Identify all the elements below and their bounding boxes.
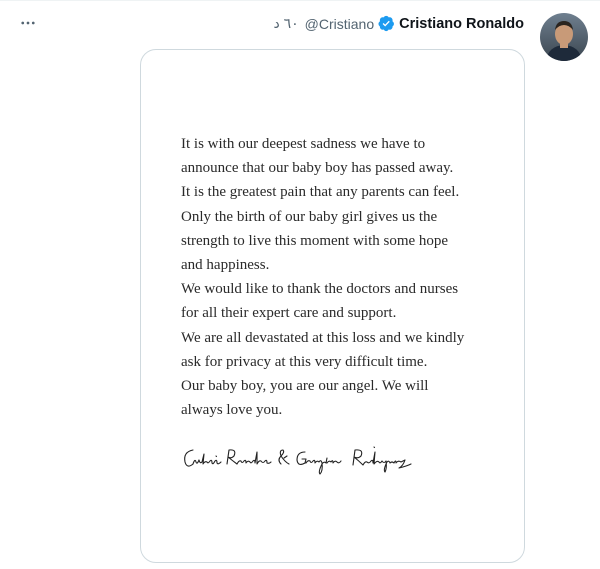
avatar[interactable] bbox=[540, 13, 588, 61]
more-options-button[interactable] bbox=[14, 11, 42, 35]
statement-line: We are all devastated at this loss and we kindly bbox=[181, 329, 465, 346]
statement-line: always love you. bbox=[181, 402, 283, 419]
statement-line: for all their expert care and support. bbox=[181, 305, 397, 322]
more-dots-icon bbox=[19, 14, 37, 32]
statement-line: strength to live this moment with some hope bbox=[181, 232, 449, 249]
tweet-header bbox=[274, 15, 525, 32]
timestamp[interactable]: ٦٠ د bbox=[273, 15, 299, 31]
tweet-image-card[interactable] bbox=[140, 49, 525, 563]
statement-line: We would like to thank the doctors and nurses bbox=[181, 281, 459, 298]
statement-line: Only the birth of our baby girl gives us the bbox=[181, 208, 438, 225]
statement-line: Our baby boy, you are our angel. We will bbox=[181, 378, 429, 395]
statement-text bbox=[181, 132, 501, 422]
statement-line: It is with our deepest sadness we have to bbox=[181, 136, 426, 152]
handwritten-signature bbox=[181, 442, 421, 478]
display-name[interactable]: Cristiano Ronaldo bbox=[399, 15, 524, 32]
statement-line: ask for privacy at this very difficult time. bbox=[181, 353, 428, 370]
statement-line: It is the greatest pain that any parents can feel. bbox=[181, 184, 460, 201]
statement-line: announce that our baby boy has passed away. bbox=[181, 160, 454, 177]
profile-photo bbox=[540, 13, 588, 61]
user-handle[interactable]: @Cristiano bbox=[304, 15, 375, 32]
verified-badge-icon bbox=[378, 15, 395, 32]
statement-line: and happiness. bbox=[181, 257, 270, 274]
